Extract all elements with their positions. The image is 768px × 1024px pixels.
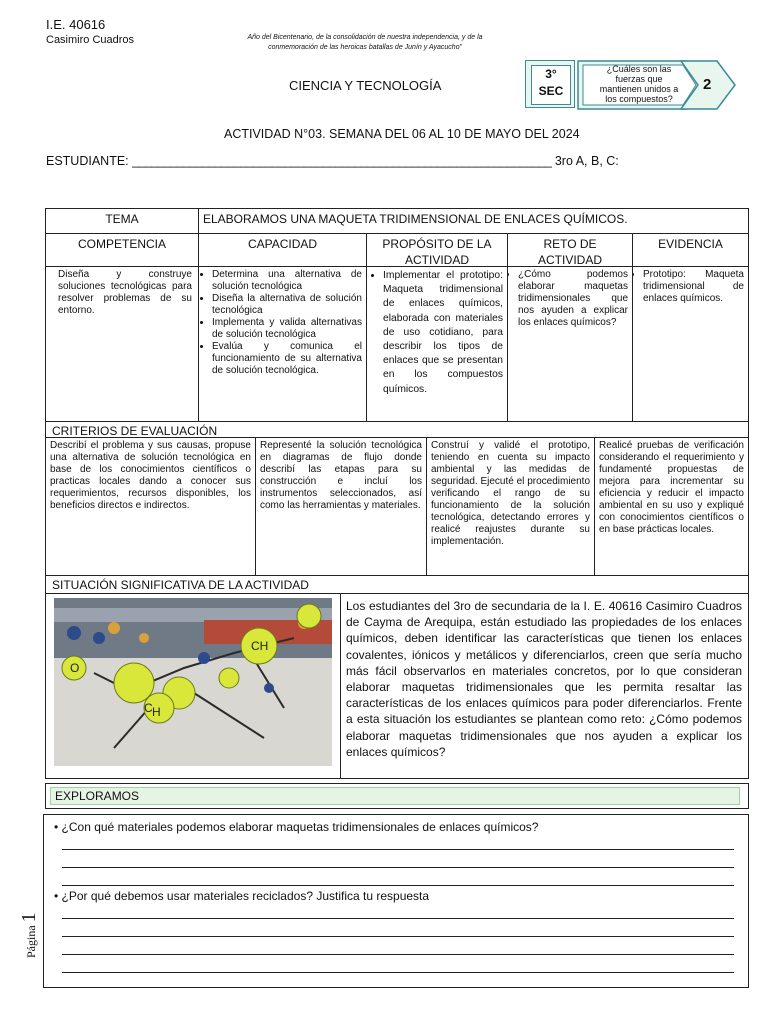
competencia-text: Diseña y construye soluciones tecnológicas para resolver problemas de su entorno. <box>46 267 199 421</box>
answer-line[interactable] <box>62 849 734 850</box>
capacidad-item: • Determina una alternativa de solución tecnológica <box>212 269 362 293</box>
criterios-row <box>46 438 748 576</box>
capacidad-item: • Diseña la alternativa de solución tecnológica <box>212 293 362 317</box>
badge-number: 2 <box>703 76 712 93</box>
student-sections: 3ro A, B, C: <box>554 154 619 168</box>
molecule-model-illustration <box>54 598 332 766</box>
answer-line[interactable] <box>62 867 734 868</box>
criterio-4: Realicé pruebas de verificación considerando el requerimiento y fundamenté propuestas de mejora para incrementar su eficiencia y reducir el impacto ambiental en su uso y expliqué con conocimientos científicos o en base prácticas locales. <box>599 440 744 535</box>
reto-cell <box>508 267 633 421</box>
evidencia-text: • Prototipo: Maqueta tridimensional de enlaces químicos. <box>643 269 744 305</box>
student-label: ESTUDIANTE: <box>46 154 133 168</box>
header-proposito <box>367 234 508 266</box>
activity-table <box>45 208 749 779</box>
year-motto-line1: Año del Bicentenario, de la consolidación de nuestra independencia, y de la <box>247 34 483 41</box>
header-capacidad: CAPACIDAD <box>199 234 367 266</box>
grade-box <box>525 60 575 108</box>
explore-label: EXPLORAMOS <box>50 787 740 805</box>
page-word: Página <box>24 925 38 958</box>
question-2: • ¿Por qué debemos usar materiales reciclados? Justifica tu respuesta <box>54 889 430 903</box>
explore-section <box>45 783 749 809</box>
situacion-label-row <box>46 576 748 594</box>
subject-title: CIENCIA Y TECNOLOGÍA <box>289 78 442 93</box>
capacidad-item: • Implementa y valida alternativas de solución tecnológica <box>212 317 362 341</box>
question-badge-text: ¿Cuáles son las fuerzas que mantienen unidos a los compuestos? <box>599 64 679 104</box>
situacion-row <box>46 594 748 778</box>
page-number: 1 <box>18 912 40 923</box>
year-motto <box>205 33 525 53</box>
header-proposito-line2: ACTIVIDAD <box>404 253 469 266</box>
page-number-label <box>18 912 41 958</box>
capacidades-cell <box>199 267 367 421</box>
criterios-label: CRITERIOS DE EVALUACIÓN <box>52 424 218 438</box>
situacion-divider <box>340 594 341 778</box>
header-reto <box>508 234 633 266</box>
answer-line[interactable] <box>62 936 734 937</box>
student-row <box>46 154 746 168</box>
header-evidencia: EVIDENCIA <box>658 237 723 251</box>
evidencia-cell <box>633 267 748 421</box>
page-footer <box>0 902 40 962</box>
activity-title: ACTIVIDAD N°03. SEMANA DEL 06 AL 10 DE MAYO DEL 2024 <box>224 127 580 141</box>
school-name: Casimiro Cuadros <box>46 34 135 46</box>
molecule-model-photo <box>54 598 332 766</box>
criterio-2: Representé la solución tecnológica en diagramas de flujo donde describí las etapas para su construcción e incluí los instrumentos seleccionados, así como las herramientas y materiales. <box>256 438 427 575</box>
year-motto-line2: conmemoración de las heroicas batallas de Junín y Ayacucho” <box>268 44 462 51</box>
reto-text: • ¿Cómo podemos elaborar maquetas tridimensionales que nos ayuden a explicar los enlaces químicos? <box>518 269 628 329</box>
tema-label: TEMA <box>46 209 199 233</box>
header-reto-line1: RETO DE <box>543 237 597 251</box>
header-proposito-line1: PROPÓSITO DE LA <box>382 237 492 251</box>
tema-row <box>46 209 748 234</box>
answer-line[interactable] <box>62 885 734 886</box>
atom-label-c: C <box>144 701 153 715</box>
situacion-text: Los estudiantes del 3ro de secundaria de la I. E. 40616 Casimiro Cuadros de Cayma de Arequipa, están estudiado las propiedades de los enlaces químicos, deben identificar las características que tienen los enlaces covalentes, iónicos y metálicos y diferenciarlos, creen que sería mucho más fácil observarlos en materiales concretos, por lo que consideran elaborar maquetas tridimensionales que les permita resaltar las características de los enlaces químicos para poder diferenciarlos. Frente a esta situación los estudiantes se plantean como reto: ¿Cómo podemos elaborar maquetas tridimensionales que nos ayuden a explicar los enlaces químicos? <box>346 599 742 759</box>
answer-line[interactable] <box>62 954 734 955</box>
question-1: • ¿Con qué materiales podemos elaborar maquetas tridimensionales de enlaces químicos? <box>54 820 539 834</box>
school-code: I.E. 40616 <box>46 17 106 32</box>
answer-line[interactable] <box>62 918 734 919</box>
grade-inner <box>531 65 571 105</box>
tema-value: ELABORAMOS UNA MAQUETA TRIDIMENSIONAL DE ENLACES QUÍMICOS. <box>203 212 628 226</box>
header-reto-line2: ACTIVIDAD <box>537 253 602 266</box>
answer-line[interactable] <box>62 972 734 973</box>
capacidad-item: • Evalúa y comunica el funcionamiento de su alternativa de solución tecnológica. <box>212 341 362 377</box>
capacidades-list <box>203 269 362 377</box>
situacion-label: SITUACIÓN SIGNIFICATIVA DE LA ACTIVIDAD <box>52 578 309 592</box>
questions-box <box>43 814 749 988</box>
atom-label-o: O <box>70 661 80 675</box>
criterios-label-row <box>46 422 748 438</box>
student-line[interactable]: __________________________________________________________________ <box>132 154 552 168</box>
criterio-1: Describí el problema y sus causas, propuse una alternativa de solución tecnológica en base de los conocimientos científicos o practicas locales dando a conocer sus requerimientos, recursos disponibles, los beneficios directos e indirectos. <box>46 438 256 575</box>
grade-level: SEC <box>538 84 564 98</box>
proposito-text: • Implementar el prototipo: Maqueta tridimensional de enlaces químicos, elaborada con materiales de uso cotidiano, para describir los tipos de enlaces que se presentan en los compuestos químicos. <box>383 269 503 397</box>
content-row <box>46 267 748 422</box>
header-competencia: COMPETENCIA <box>46 234 199 266</box>
criterio-3: Construí y validé el prototipo, teniendo en cuenta su impacto ambiental y las medidas de seguridad. Ejecuté el procedimiento verificando el rango de su funcionamiento de la solución tecnológica, detectando errores y realicé reajustes durante su implementación. <box>427 438 595 575</box>
headers-row <box>46 234 748 267</box>
atom-label-ch: CH <box>251 639 269 653</box>
atom-label-h: H <box>152 705 161 719</box>
proposito-cell <box>367 267 508 421</box>
grade-number: 3° <box>545 67 557 81</box>
